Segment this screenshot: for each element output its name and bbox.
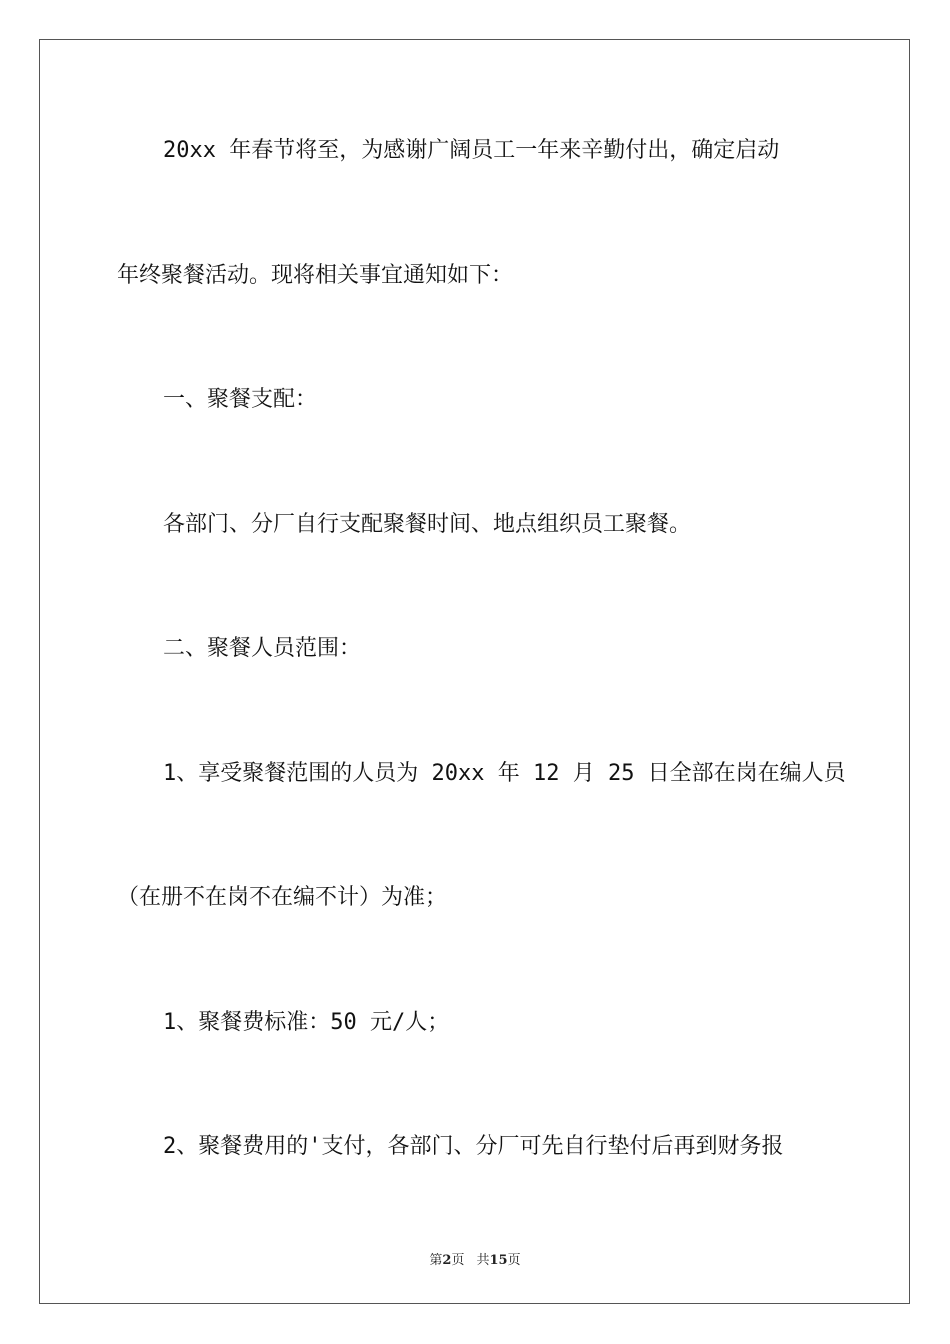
footer-page-prefix: 第: [429, 1253, 443, 1268]
list-item-fee-payment: 2、聚餐费用的'支付，各部门、分厂可先自行垫付后再到财务报: [163, 1134, 784, 1159]
footer-page-suffix: 页: [451, 1253, 465, 1268]
list-item-scope-line-2: （在册不在岗不在编不计）为准；: [117, 885, 448, 910]
footer-page-number: 2: [442, 1253, 452, 1268]
footer-total-prefix: 共: [476, 1253, 490, 1268]
section-heading-arrangement: 一、聚餐支配：: [163, 387, 318, 412]
footer-total-pages: 15: [489, 1253, 508, 1268]
page-footer: [0, 1249, 950, 1268]
footer-total-suffix: 页: [507, 1253, 521, 1268]
paragraph-intro-line-2: 年终聚餐活动。现将相关事宜通知如下：: [117, 263, 514, 288]
list-item-fee-standard: 1、聚餐费标准：50 元/人；: [163, 1010, 450, 1035]
paragraph-arrangement: 各部门、分厂自行支配聚餐时间、地点组织员工聚餐。: [163, 512, 692, 537]
page-border: [39, 39, 910, 1304]
list-item-scope-line-1: 1、享受聚餐范围的人员为 20xx 年 12 月 25 日全部在岗在编人员: [163, 761, 846, 786]
section-heading-scope: 二、聚餐人员范围：: [163, 636, 362, 661]
paragraph-intro-line-1: 20xx 年春节将至，为感谢广阔员工一年来辛勤付出，确定启动: [163, 138, 780, 163]
